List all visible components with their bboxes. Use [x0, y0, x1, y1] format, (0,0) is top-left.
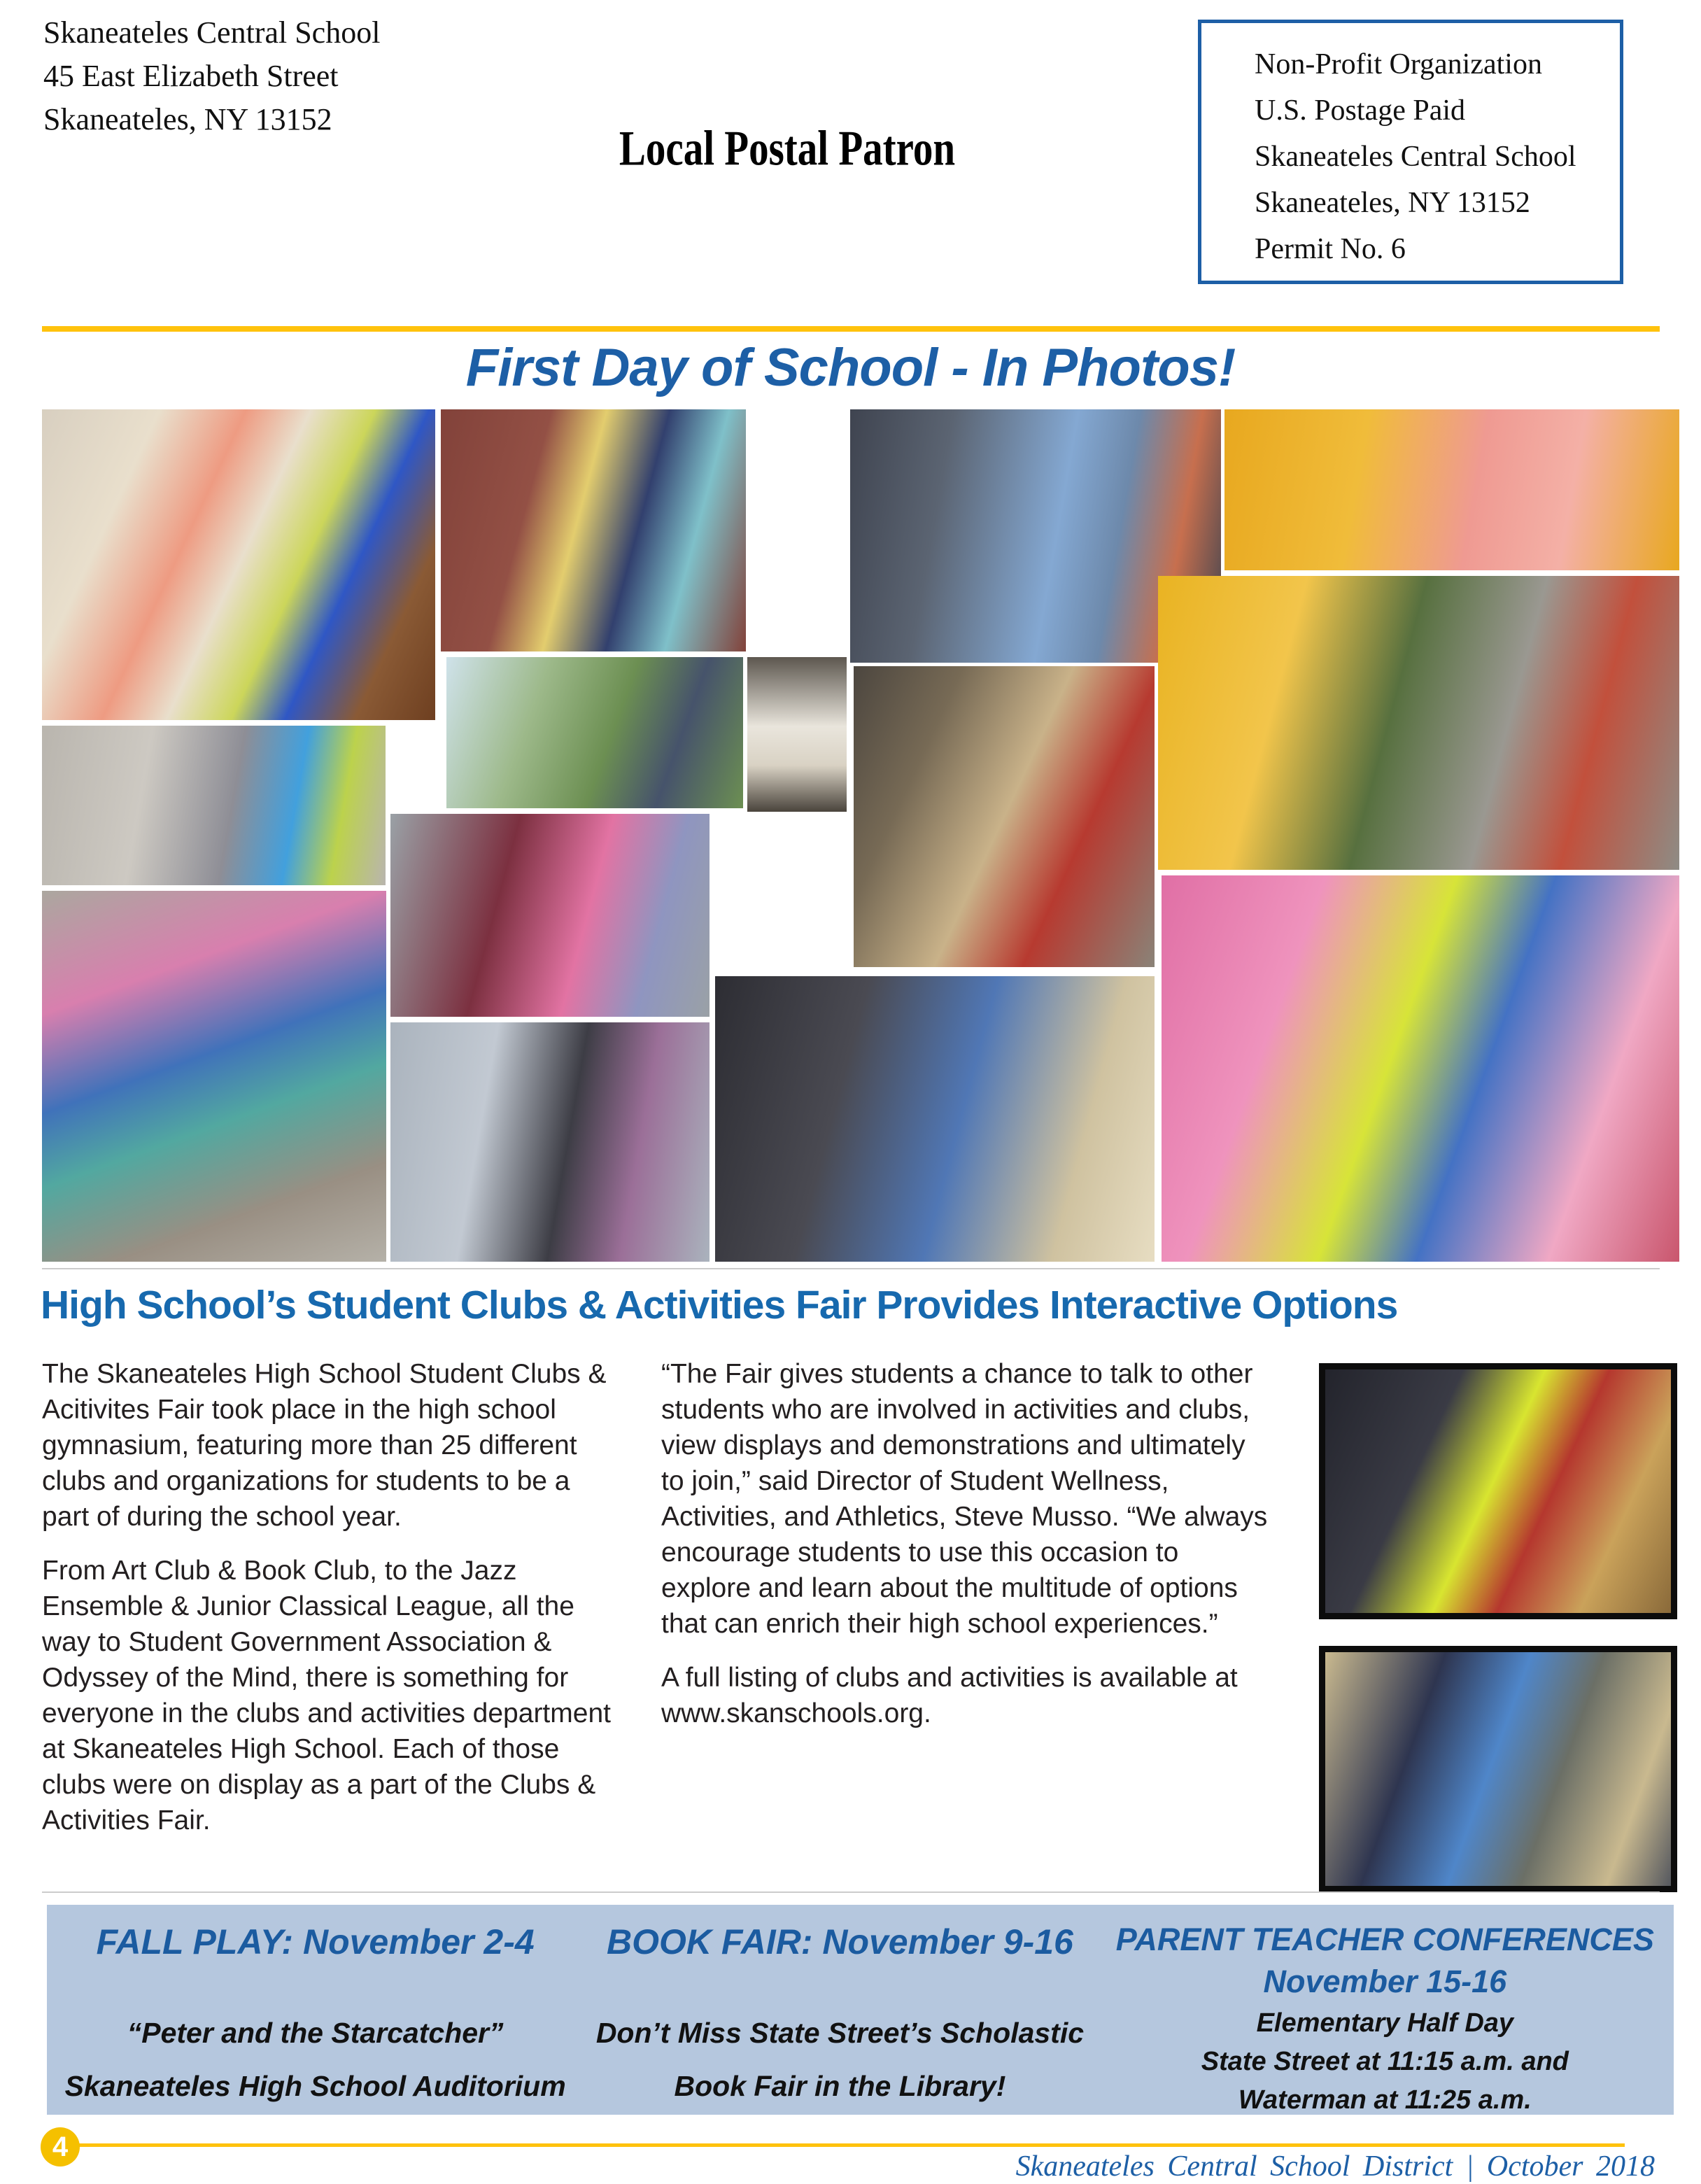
photo-principal-greets-students — [390, 1022, 710, 1262]
return-address-line-3: Skaneateles, NY 13152 — [43, 102, 332, 136]
photo-three-girls-hallway — [390, 814, 710, 1017]
photo-kids-walking-backpacks — [42, 891, 386, 1262]
photo-boys-on-lawn — [446, 657, 743, 808]
article-paragraph: From Art Club & Book Club, to the Jazz Ensemble & Junior Classical League, all the way to Student Government Association & Odyssey of the Mind, there is something for everyone in the clubs and activities department at Skaneateles High School. Each of those clubs were on display as a part of the Clubs & Activities Fair. — [42, 1556, 611, 1836]
article-paragraph: “The Fair gives students a chance to talk to other students who are involved in activities and clubs, view displays and demonstrations and ultimately to join,” said Director of Student Wellness, Activities, and Athletics, Steve Musso. “We always encourage students to use this occasion to explore and learn about the multitude of options that can enrich their high school experiences.” — [661, 1359, 1268, 1639]
article-heading: High School’s Student Clubs & Activities Fair Provides Interactive Options — [41, 1283, 1398, 1327]
event-fall-play — [47, 1905, 584, 2115]
article-column-2 — [661, 1356, 1270, 1749]
fall-play-line-2: Skaneateles High School Auditorium — [64, 2070, 566, 2102]
return-address-line-2: 45 East Elizabeth Street — [43, 59, 339, 93]
photo-three-girls-brick-wall — [441, 409, 746, 651]
return-address-line-1: Skaneateles Central School — [43, 15, 381, 50]
fall-play-heading: FALL PLAY: November 2-4 — [96, 1922, 535, 1961]
postage-line-2: U.S. Postage Paid — [1255, 94, 1466, 127]
book-fair-heading: BOOK FAIR: November 9-16 — [607, 1922, 1073, 1961]
footer-text: Skaneateles Central School District | October 2018 — [1015, 2150, 1655, 2183]
article-paragraph: A full listing of clubs and activities is available at www.skanschools.org. — [661, 1663, 1238, 1728]
photo-clubs-table-red-backpack — [854, 666, 1155, 967]
divider-below-article — [42, 1891, 1660, 1893]
conferences-line-2: State Street at 11:15 a.m. and — [1201, 2047, 1569, 2076]
photo-girls-by-bus — [1224, 409, 1679, 570]
conferences-line-3: Waterman at 11:25 a.m. — [1238, 2085, 1532, 2115]
photo-first-day-crowd — [1162, 875, 1679, 1262]
postage-permit-box — [1198, 20, 1623, 284]
photo-backpack-cubbies — [42, 409, 435, 720]
fall-play-line-1: “Peter and the Starcatcher” — [127, 2017, 504, 2049]
events-band — [47, 1905, 1674, 2115]
divider-gold-top — [42, 326, 1660, 332]
return-address — [43, 11, 380, 141]
page-number-badge: 4 — [41, 2127, 80, 2167]
divider-gold-bottom — [70, 2143, 1625, 2147]
conferences-heading: PARENT TEACHER CONFERENCES — [1115, 1922, 1654, 1957]
postage-line-4: Skaneateles, NY 13152 — [1255, 187, 1530, 219]
conferences-line-1: Elementary Half Day — [1256, 2008, 1514, 2038]
event-parent-teacher-conferences — [1096, 1905, 1674, 2115]
conferences-dates: November 15-16 — [1263, 1964, 1507, 1999]
event-book-fair — [584, 1905, 1096, 2115]
photo-athletes-hallway — [715, 976, 1155, 1262]
photo-principal-handshake — [42, 726, 386, 885]
postage-line-1: Non-Profit Organization — [1255, 48, 1542, 80]
photo-activities-fair-flag — [1319, 1363, 1677, 1619]
book-fair-line-1: Don’t Miss State Street’s Scholastic — [595, 2017, 1085, 2049]
divider-below-collage — [42, 1268, 1660, 1269]
postage-line-3: Skaneateles Central School — [1255, 141, 1576, 173]
article-column-1 — [42, 1356, 612, 1857]
photo-student-s-shirt — [747, 657, 847, 812]
postal-patron-label: Local Postal Patron — [619, 121, 956, 176]
article-paragraph: The Skaneateles High School Student Clubs & Acitivites Fair took place in the high school gymnasium, featuring more than 25 different clubs and organizations for students to be a part of during the school year. — [42, 1359, 607, 1532]
book-fair-line-2: Book Fair in the Library! — [674, 2070, 1006, 2102]
photo-activities-fair-gym-crowd — [1319, 1646, 1677, 1892]
first-day-photo-collage — [42, 409, 1679, 1262]
postage-line-5: Permit No. 6 — [1255, 233, 1406, 265]
photos-section-title: First Day of School - In Photos! — [465, 338, 1236, 397]
photo-bus-arrival-crowd — [1158, 576, 1679, 870]
